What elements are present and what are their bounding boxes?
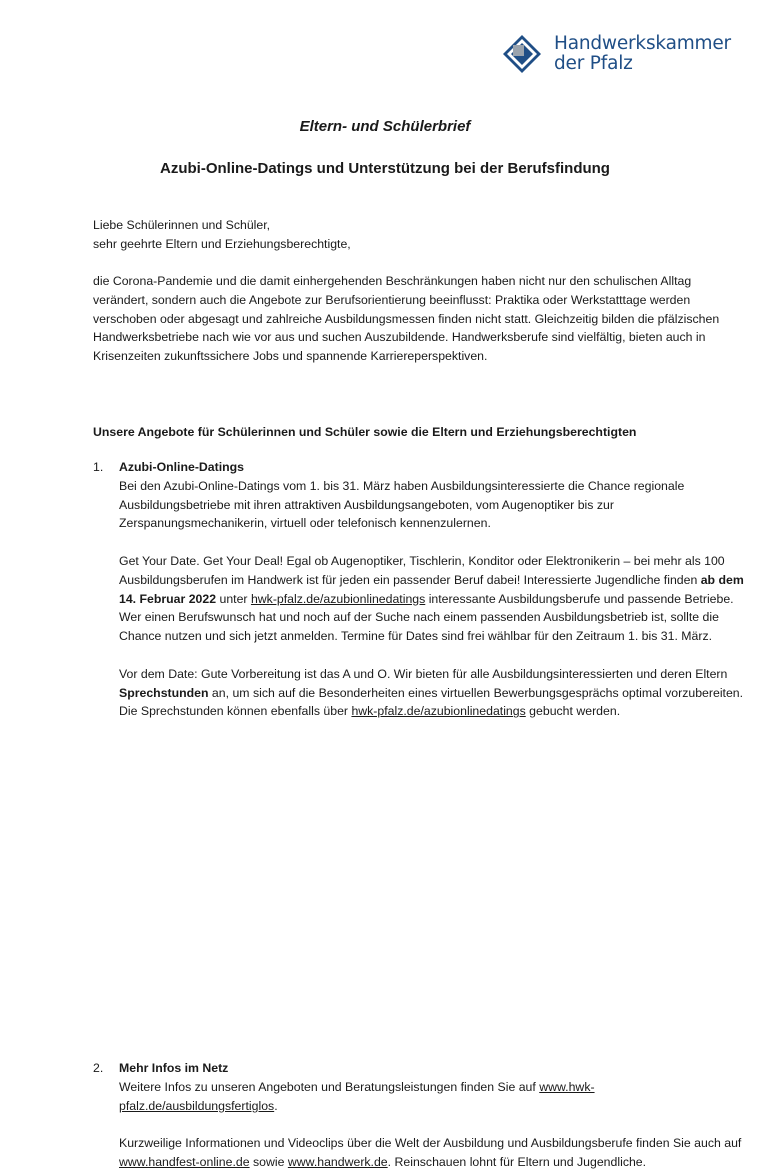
section-heading: Unsere Angebote für Schülerinnen und Schüler sowie die Eltern und Erziehungsberechtigten (93, 425, 637, 439)
handfest-online-link[interactable]: www.handfest-online.de (119, 1155, 250, 1170)
hwk-logo (502, 34, 731, 74)
text: gebucht werden. (525, 704, 621, 719)
sprechstunden-highlight: Sprechstunden (119, 685, 209, 700)
list-number: 1. (93, 460, 104, 474)
text: Kurzweilige Informationen und Videoclips über die Welt der Ausbildung und Ausbildungsberufe finden Sie auch auf (119, 1136, 742, 1151)
salutation-line2: sehr geehrte Eltern und Erziehungsberechtigte, (93, 236, 351, 251)
salutation-line1: Liebe Schülerinnen und Schüler, (93, 218, 271, 232)
list-item-2 (93, 1059, 749, 1172)
text: an, um sich auf die Besonderheiten eines virtuellen Bewerbungsgesprächs optimal vorzubereiten. Die Sprechstunden können ebenfalls über (119, 685, 744, 719)
azubionlinedatings-link[interactable]: hwk-pfalz.de/azubionlinedatings (250, 591, 426, 606)
text: sowie (249, 1155, 288, 1170)
item1-paragraph2 (119, 552, 749, 646)
list-number: 2. (93, 1061, 104, 1076)
text: interessante Ausbildungsberufe und passende Betriebe. Wer einen Berufswunsch hat und noch auf der Suche nach einem passenden Ausbildungsbetrieb ist, sollte die Chance nutzen und sich jetzt anmelden. Termine für Dates sind frei wählbar für den Zeitraum 1. bis 31. März. (119, 591, 734, 644)
azubionlinedatings-link[interactable]: hwk-pfalz.de/azubionlinedatings (351, 704, 526, 719)
item1-paragraph3 (119, 665, 749, 721)
text: Vor dem Date: Gute Vorbereitung ist das A und O. Wir bieten für alle Ausbildungsinteressierten und deren Eltern (119, 666, 728, 681)
text: unter (216, 591, 251, 606)
list-item-1 (93, 458, 749, 721)
hwk-logo-icon (502, 34, 542, 74)
text: Weitere Infos zu unseren Angeboten und Beratungsleistungen finden Sie auf (119, 1079, 540, 1094)
letter-subtitle: Eltern- und Schülerbrief (299, 118, 471, 135)
item2-paragraph2 (119, 1134, 749, 1172)
letter-title: Azubi-Online-Datings und Unterstützung bei der Berufsfindung (160, 160, 610, 177)
text: . Reinschauen lohnt für Eltern und Jugendliche. (387, 1155, 647, 1170)
item-title: Mehr Infos im Netz (119, 1061, 229, 1076)
section-heading-block (93, 423, 723, 442)
handwerk-link[interactable]: www.handwerk.de (287, 1155, 388, 1170)
item-title: Azubi-Online-Datings (119, 460, 245, 474)
item2-paragraph1 (119, 1078, 749, 1116)
date-highlight: ab dem 14. Februar 2022 (119, 572, 744, 606)
text: . (274, 1098, 278, 1113)
ausbildungsfertiglos-link[interactable]: www.hwk-pfalz.de/ausbildungsfertiglos (119, 1079, 595, 1113)
intro-paragraph (93, 272, 723, 366)
salutation (93, 216, 723, 254)
intro-text: die Corona-Pandemie und die damit einhergehenden Beschränkungen haben nicht nur den schulischen Alltag verändert, sondern auch die Angebote zur Berufsorientierung beeinflusst: Praktika oder Werkstatttage werden verschoben oder abgesagt und zahlreiche Ausbildungsmessen finden nicht statt. Gleichzeitig bilden die pfälzischen Handwerksbetriebe nach wie vor aus und suchen Auszubildende. Handwerksberufe sind vielfältig, bieten auch in Krisenzeiten zukunftssichere Jobs und spannende Karriereperspektiven. (93, 274, 720, 364)
item1-paragraph1: Bei den Azubi-Online-Datings vom 1. bis 31. März haben Ausbildungsinteressierte die Chance regionale Ausbildungsbetriebe mit ihren attraktiven Ausbildungsangeboten, vom Augenoptiker bis zur Zerspanungsmechanikerin, virtuell oder telefonisch kennenzulernen. (119, 478, 685, 531)
logo-text (554, 34, 731, 74)
text: Get Your Date. Get Your Deal! Egal ob Augenoptiker, Tischlerin, Konditor oder Elektronikerin – bei mehr als 100 Ausbildungsberufen im Handwerk ist für jeden ein passender Beruf dabei! Interessierte Jugendliche finden (119, 553, 725, 587)
logo-line1: Handwerkskammer (554, 33, 731, 54)
logo-line2: der Pfalz (554, 53, 633, 74)
